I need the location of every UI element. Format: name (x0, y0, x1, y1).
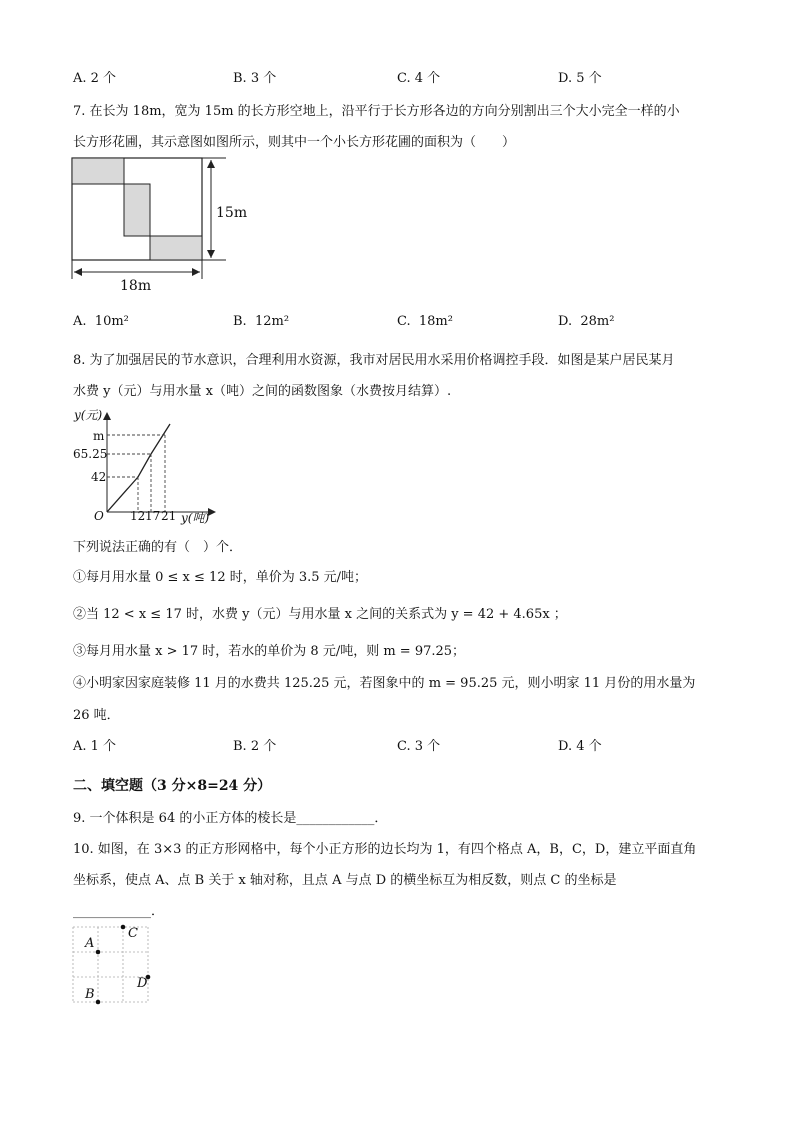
point-a (96, 950, 101, 955)
q8-statement-3: ③每月用水量 x > 17 时，若水的单价为 8 元/吨，则 m = 97.25； (73, 644, 466, 659)
q7-width-label: 18m (120, 278, 152, 294)
q7-stem-line1: 7. 在长为 18m，宽为 15m 的长方形空地上，沿平行于长方形各边的方向分别割出三个大小完全一样的小 (73, 104, 680, 119)
q8-statement-4-line2: 26 吨． (73, 708, 120, 723)
q7-option-a-value: 10m² (94, 314, 129, 329)
q7-option-b-letter: B. (233, 314, 247, 329)
q7-option-c-value: 18m² (418, 314, 453, 329)
option-c: C. 4 个 (397, 71, 441, 86)
small-rect-3 (150, 236, 202, 260)
q8-statement-1: ①每月用水量 0 ≤ x ≤ 12 时，单价为 3.5 元/吨； (73, 570, 368, 585)
small-rect-2 (124, 184, 150, 236)
point-c (121, 925, 126, 930)
option-d: D. 5 个 (558, 71, 602, 86)
option-a: A. 2 个 (73, 71, 117, 86)
q8-x-axis-label: y(吨) (181, 511, 210, 525)
q10-stem-line2: 坐标系，使点 A、点 B 关于 x 轴对称，且点 A 与点 D 的横坐标互为相反数，则点 C 的坐标是 (73, 873, 617, 888)
q7-stem-line2: 长方形花圃，其示意图如图所示，则其中一个小长方形花圃的面积为（ ） (73, 135, 516, 150)
q8-y-tick-m: m (93, 429, 105, 443)
q8-x-tick-21: 21 (161, 509, 177, 523)
q7-height-label: 15m (216, 205, 248, 221)
q7-option-a (73, 314, 129, 329)
q8-statement-2: ②当 12 < x ≤ 17 时，水费 y（元）与用水量 x 之间的关系式为 y = 42 + 4.65x ； (73, 607, 567, 622)
q8-stem-line2: 水费 y（元）与用水量 x（吨）之间的函数图象（水费按月结算）. (73, 384, 452, 399)
q8-x-tick-12: 12 (130, 509, 146, 523)
q9-text: 9. 一个体积是 64 的小正方体的棱长是____________． (73, 811, 388, 826)
q8-stem-line1: 8. 为了加强居民的节水意识，合理利用水资源，我市对居民用水采用价格调控手段．如图是某户居民某月 (73, 353, 675, 368)
q7-figure (66, 152, 256, 297)
function-line (107, 424, 170, 512)
q10-answer-blank: ____________． (73, 904, 165, 919)
q8-x-tick-17: 17 (145, 509, 161, 523)
q7-option-d-letter: D. (558, 314, 573, 329)
q8-prompt: 下列说法正确的有（ ）个． (73, 540, 243, 555)
q10-label-d: D (137, 976, 148, 991)
q8-option-a: A. 1 个 (73, 739, 117, 754)
point-b (96, 1000, 101, 1005)
q7-option-b-value: 12m² (254, 314, 290, 329)
q8-y-tick-42: 42 (91, 470, 107, 484)
q8-option-c: C. 3 个 (397, 739, 441, 754)
q8-option-b: B. 2 个 (233, 739, 277, 754)
q8-option-d: D. 4 个 (558, 739, 602, 754)
section-title-fill-in: 二、填空题（3 分×8=24 分） (73, 778, 272, 794)
small-rect-1 (72, 158, 124, 184)
q8-origin: O (94, 509, 104, 523)
q10-label-b: B (85, 987, 95, 1002)
q10-label-c: C (128, 926, 138, 941)
q7-option-c-letter: C. (397, 314, 411, 329)
q7-option-d (558, 314, 614, 329)
q8-y-axis-label: y(元) (74, 408, 103, 422)
q10-label-a: A (85, 936, 95, 951)
q10-stem-line1: 10. 如图，在 3×3 的正方形网格中，每个小正方形的边长均为 1，有四个格点 A，B，C，D，建立平面直角 (73, 842, 697, 857)
q7-option-a-letter: A. (73, 314, 87, 329)
option-b: B. 3 个 (233, 71, 277, 86)
q7-option-b (233, 314, 289, 329)
q8-y-tick-65: 65.25 (73, 447, 108, 461)
q8-statement-4-line1: ④小明家因家庭装修 11 月的水费共 125.25 元，若图象中的 m = 95.25 元，则小明家 11 月份的用水量为 (73, 676, 696, 691)
q7-option-c (397, 314, 453, 329)
q7-option-d-value: 28m² (580, 314, 615, 329)
q10-grid-figure (66, 920, 156, 1008)
